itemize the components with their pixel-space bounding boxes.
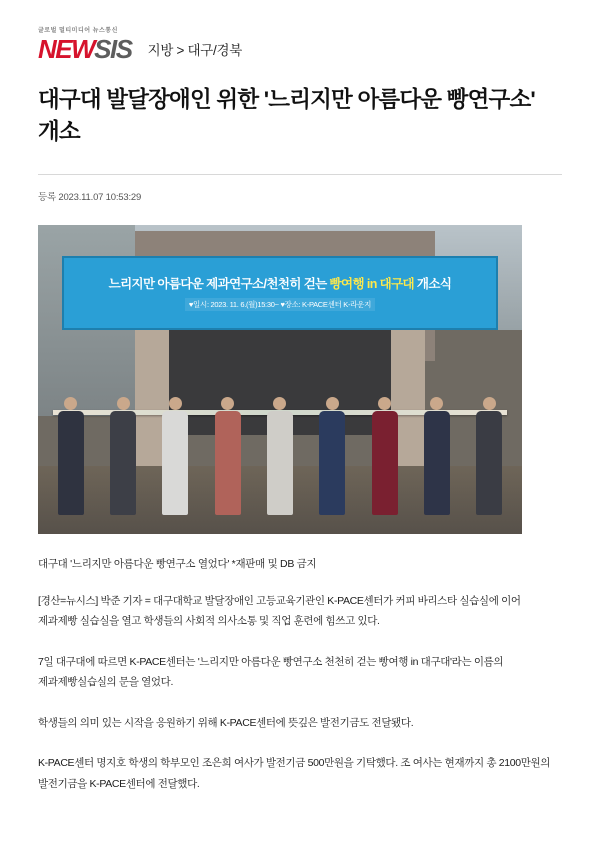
publish-date: 등록 2023.11.07 10:53:29	[38, 191, 142, 203]
article-photo	[38, 225, 522, 534]
person-figure	[157, 397, 193, 515]
person-body	[215, 411, 241, 515]
person-head	[273, 397, 286, 410]
person-head	[64, 397, 77, 410]
person-figure	[314, 397, 350, 515]
page-title: 대구대 발달장애인 위한 '느리지만 아름다운 빵연구소' 개소	[38, 87, 535, 144]
person-head	[169, 397, 182, 410]
logo-wordmark	[38, 36, 132, 62]
banner-text-post: 개소식	[414, 277, 452, 292]
article-paragraph: [경산=뉴시스] 박준 기자 = 대구대학교 발달장애인 고등교육기관인 K-PACE센터가 커피 바리스타 실습실에 이어 제과제빵 실습실을 열고 학생들의 사회적 의사소통 및 직업 훈련에 힘쓰고 있다.	[38, 594, 521, 628]
article-paragraph: K-PACE센터 명지호 학생의 학부모인 조은희 여사가 발전기금 500만원을 기탁했다. 조 여사는 현재까지 총 2100만원의 발전기금을 K-PACE센터에 전달했다.	[38, 757, 551, 790]
person-head	[430, 397, 443, 410]
article-paragraph: 7일 대구대에 따르면 K-PACE센터는 '느리지만 아름다운 빵연구소 천천히 걷는 빵여행 in 대구대'라는 이름의 제과제빵실습실의 문을 열었다.	[38, 655, 504, 689]
person-figure	[262, 397, 298, 515]
person-body	[319, 411, 345, 515]
banner-text-highlight: 빵여행 in 대구대	[329, 277, 415, 292]
person-figure	[419, 397, 455, 515]
banner-text-pre: 느리지만 아름다운 제과연구소/천천히 걷는	[108, 277, 330, 292]
article-paragraph: 학생들의 의미 있는 시작을 응원하기 위해 K-PACE센터에 뜻깊은 발전기금도 전달됐다.	[38, 716, 414, 729]
person-figure	[53, 397, 89, 515]
person-body	[110, 411, 136, 515]
photo-people	[53, 348, 508, 515]
logo-kicker: 글로벌 멀티미디어 뉴스통신	[38, 28, 118, 34]
breadcrumb[interactable]: 지방 > 대구/경북	[147, 43, 242, 58]
person-body	[372, 411, 398, 515]
person-figure	[366, 397, 402, 515]
divider	[38, 174, 562, 175]
logo-sis: SIS	[94, 34, 132, 64]
person-head	[378, 397, 391, 410]
photo-banner-subtext: ♥일시: 2023. 11. 6.(월)15:30~ ♥장소: K-PACE센터 K-라운지	[185, 298, 375, 311]
person-figure	[105, 397, 141, 515]
photo-banner	[62, 256, 498, 330]
person-head	[483, 397, 496, 410]
newsis-logo[interactable]	[38, 28, 132, 62]
masthead	[38, 0, 562, 62]
person-body	[424, 411, 450, 515]
person-body	[476, 411, 502, 515]
person-figure	[471, 397, 507, 515]
person-body	[162, 411, 188, 515]
photo-banner-text	[109, 274, 452, 292]
person-body	[58, 411, 84, 515]
person-figure	[209, 397, 245, 515]
person-head	[221, 397, 234, 410]
photo-caption: 대구대 '느리지만 아름다운 빵연구소 열었다' *재판매 및 DB 금지	[38, 557, 317, 570]
logo-news: NEW	[38, 34, 95, 64]
person-body	[267, 411, 293, 515]
person-head	[117, 397, 130, 410]
person-head	[326, 397, 339, 410]
